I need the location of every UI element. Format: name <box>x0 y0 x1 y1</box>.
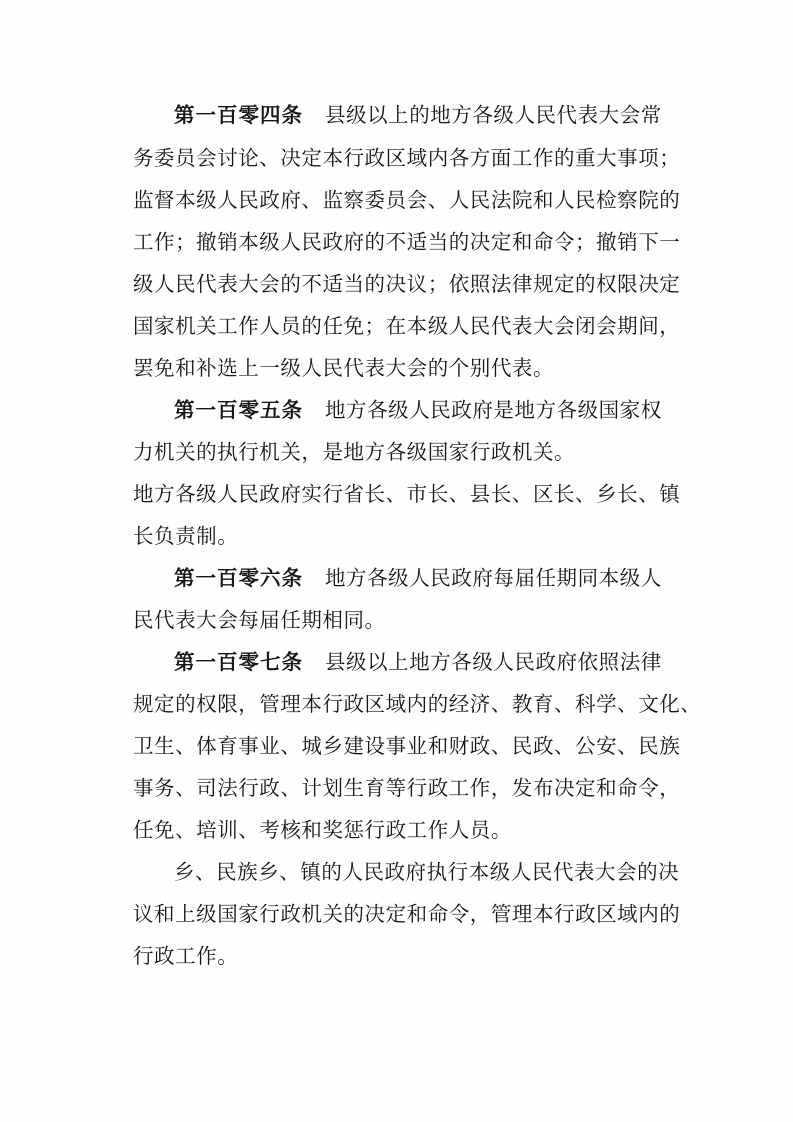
article-text-line: 国家机关工作人员的任免；在本级人民代表大会闭会期间， <box>133 314 681 338</box>
article-106-first-line <box>174 563 734 593</box>
article-text-line: 罢免和补选上一级人民代表大会的个别代表。 <box>133 356 554 380</box>
article-heading: 第一百零五条 <box>174 398 303 422</box>
article-heading: 第一百零四条 <box>174 103 303 127</box>
article-text-line: 民代表大会每届任期相同。 <box>133 608 386 632</box>
article-text: 县级以上地方各级人民政府依照法律 <box>325 650 662 674</box>
article-text-line: 任免、培训、考核和奖惩行政工作人员。 <box>133 818 512 842</box>
article-text-line: 力机关的执行机关，是地方各级国家行政机关。 <box>133 440 576 464</box>
article-text-line: 地方各级人民政府实行省长、市长、县长、区长、乡长、镇 <box>133 482 681 506</box>
article-text-line: 务委员会讨论、决定本行政区域内各方面工作的重大事项； <box>133 146 681 170</box>
article-text: 县级以上的地方各级人民代表大会常 <box>325 103 662 127</box>
article-text: 地方各级人民政府是地方各级国家权 <box>325 398 662 422</box>
article-text: 地方各级人民政府每届任期同本级人 <box>325 566 662 590</box>
paragraph-first-line: 乡、民族乡、镇的人民政府执行本级人民代表大会的决 <box>174 860 680 884</box>
article-text-line: 事务、司法行政、计划生育等行政工作，发布决定和命令， <box>133 776 681 800</box>
article-text-line: 工作；撤销本级人民政府的不适当的决定和命令；撤销下一 <box>133 230 681 254</box>
article-heading: 第一百零六条 <box>174 566 303 590</box>
article-text-line: 监督本级人民政府、监察委员会、人民法院和人民检察院的 <box>133 188 681 212</box>
paragraph-text-line: 议和上级国家行政机关的决定和命令，管理本行政区域内的 <box>133 902 681 926</box>
paragraph-text-line: 行政工作。 <box>133 944 239 968</box>
article-104-first-line <box>174 100 734 130</box>
article-text-line: 长负责制。 <box>133 524 239 548</box>
article-text-line: 卫生、体育事业、城乡建设事业和财政、民政、公安、民族 <box>133 734 681 758</box>
article-text-line: 级人民代表大会的不适当的决议；依照法律规定的权限决定 <box>133 272 681 296</box>
article-text-line: 规定的权限，管理本行政区域内的经济、教育、科学、文化、 <box>133 692 702 716</box>
article-105-first-line <box>174 395 734 425</box>
article-107-first-line <box>174 647 734 677</box>
article-heading: 第一百零七条 <box>174 650 303 674</box>
